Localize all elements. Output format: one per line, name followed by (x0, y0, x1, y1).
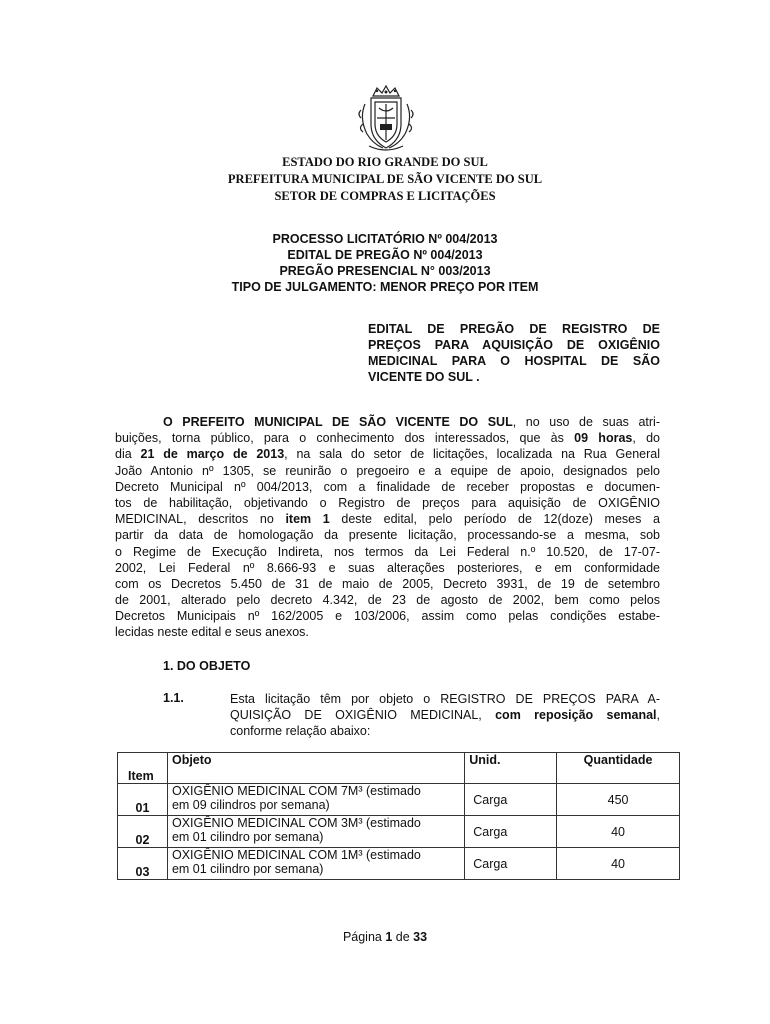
municipal-coat-of-arms-icon (355, 84, 417, 152)
paragraph-line: MEDICINAL, descritos no item 1 deste edital, pelo período de 12(doze) meses a (115, 512, 660, 527)
subsection-text (230, 691, 660, 739)
header-state: ESTADO DO RIO GRANDE DO SUL (282, 155, 488, 169)
paragraph-line: João Antonio nº 1305, se reunirão o pregoeiro e a equipe de apoio, designados pelo (115, 463, 660, 478)
column-header-item: Item (118, 753, 168, 784)
cell-objeto: OXIGÊNIO MEDICINAL COM 7M³ (estimado em 09 cilindros por semana) (167, 784, 464, 816)
process-number: PROCESSO LICITATÓRIO Nº 004/2013 (272, 232, 498, 246)
pregao-number: PREGÃO PRESENCIAL N° 003/2013 (279, 264, 491, 278)
subsection-line: QUISIÇÃO DE OXIGÊNIO MEDICINAL, com reposição semanal, (230, 708, 661, 722)
edital-summary-line: EDITAL DE PREGÃO DE REGISTRO DE (368, 322, 660, 336)
paragraph-line: lecidas neste edital e seus anexos. (115, 625, 309, 640)
subsection-line: conforme relação abaixo: (230, 724, 371, 738)
mayor-title: O PREFEITO MUNICIPAL DE SÃO VICENTE DO SUL (163, 415, 513, 429)
section-title: 1. DO OBJETO (163, 659, 251, 673)
table-row (118, 848, 680, 880)
process-header (0, 231, 770, 295)
page-footer: Página 1 de 33 (342, 930, 428, 944)
cell-quantidade: 450 (557, 784, 680, 816)
edital-summary-line: PREÇOS PARA AQUISIÇÃO DE OXIGÊNIO (368, 338, 660, 352)
body-paragraph (115, 414, 660, 641)
session-date: 21 de março de 2013 (140, 447, 285, 462)
header-sector: SETOR DE COMPRAS E LICITAÇÕES (274, 189, 496, 203)
edital-summary (368, 321, 660, 385)
paragraph-line: de 2001, alterado pelo decreto 4.342, de 23 de agosto de 2002, bem como pelos (115, 593, 660, 608)
total-pages: 33 (413, 930, 428, 944)
cell-objeto: OXIGÊNIO MEDICINAL COM 3M³ (estimado em 01 cilindro por semana) (167, 816, 464, 848)
cell-unid: Carga (465, 816, 557, 848)
header-prefecture: PREFEITURA MUNICIPAL DE SÃO VICENTE DO SUL (227, 172, 543, 186)
cell-objeto: OXIGÊNIO MEDICINAL COM 1M³ (estimado em 01 cilindro por semana) (167, 848, 464, 880)
paragraph-line: O PREFEITO MUNICIPAL DE SÃO VICENTE DO SUL, no uso de suas atri- (163, 415, 660, 429)
table-row (118, 784, 680, 816)
column-header-objeto: Objeto (167, 753, 464, 784)
paragraph-line: o Regime de Execução Indireta, nos termos da Lei Federal n.º 10.520, de 17-07- (115, 544, 660, 559)
judgment-type: TIPO DE JULGAMENTO: MENOR PREÇO POR ITEM (231, 280, 539, 294)
table-header-row (118, 753, 680, 784)
institution-header (0, 154, 770, 205)
paragraph-line: 2002, Lei Federal nº 8.666-93 e suas alterações posteriores, e em conformidade (115, 560, 660, 575)
cell-item: 02 (118, 816, 168, 848)
paragraph-line: Decreto Municipal nº 004/2013, com a finalidade de receber propostas e documen- (115, 479, 660, 494)
subsection-line: Esta licitação têm por objeto o REGISTRO DE PREÇOS PARA A- (230, 692, 660, 706)
items-table (117, 752, 680, 880)
session-time: 09 horas (574, 431, 633, 446)
cell-item: 03 (118, 848, 168, 880)
cell-quantidade: 40 (557, 848, 680, 880)
paragraph-line: buições, torna público, para o conhecimento dos interessados, que às 09 horas, do (115, 431, 661, 446)
paragraph-line: tos de habilitação, objetivando o Registro de preços para aquisição de OXIGÊNIO (115, 495, 660, 510)
cell-unid: Carga (465, 848, 557, 880)
paragraph-line: com os Decretos 5.450 de 31 de maio de 2005, Decreto 3931, de 19 de setembro (115, 576, 660, 591)
cell-unid: Carga (465, 784, 557, 816)
column-header-unid: Unid. (465, 753, 557, 784)
edital-summary-line: MEDICINAL PARA O HOSPITAL DE SÃO (368, 354, 660, 368)
item-reference: item 1 (285, 512, 330, 527)
paragraph-line: dia 21 de março de 2013, na sala do setor de licitações, localizada na Rua General (115, 447, 661, 462)
edital-summary-line: VICENTE DO SUL . (368, 370, 480, 384)
column-header-quantidade: Quantidade (557, 753, 680, 784)
cell-quantidade: 40 (557, 816, 680, 848)
weekly-replacement: com reposição semanal (495, 708, 657, 722)
cell-item: 01 (118, 784, 168, 816)
table-row (118, 816, 680, 848)
paragraph-line: partir da data de homologação da presente licitação, processando-se a mesma, sob (115, 528, 660, 543)
subsection-number: 1.1. (163, 691, 184, 705)
paragraph-line: Decretos Municipais nº 162/2005 e 103/2006, assim como pelas condições estabe- (115, 609, 660, 624)
current-page: 1 (385, 930, 393, 944)
edital-number: EDITAL DE PREGÃO Nº 004/2013 (287, 248, 483, 262)
